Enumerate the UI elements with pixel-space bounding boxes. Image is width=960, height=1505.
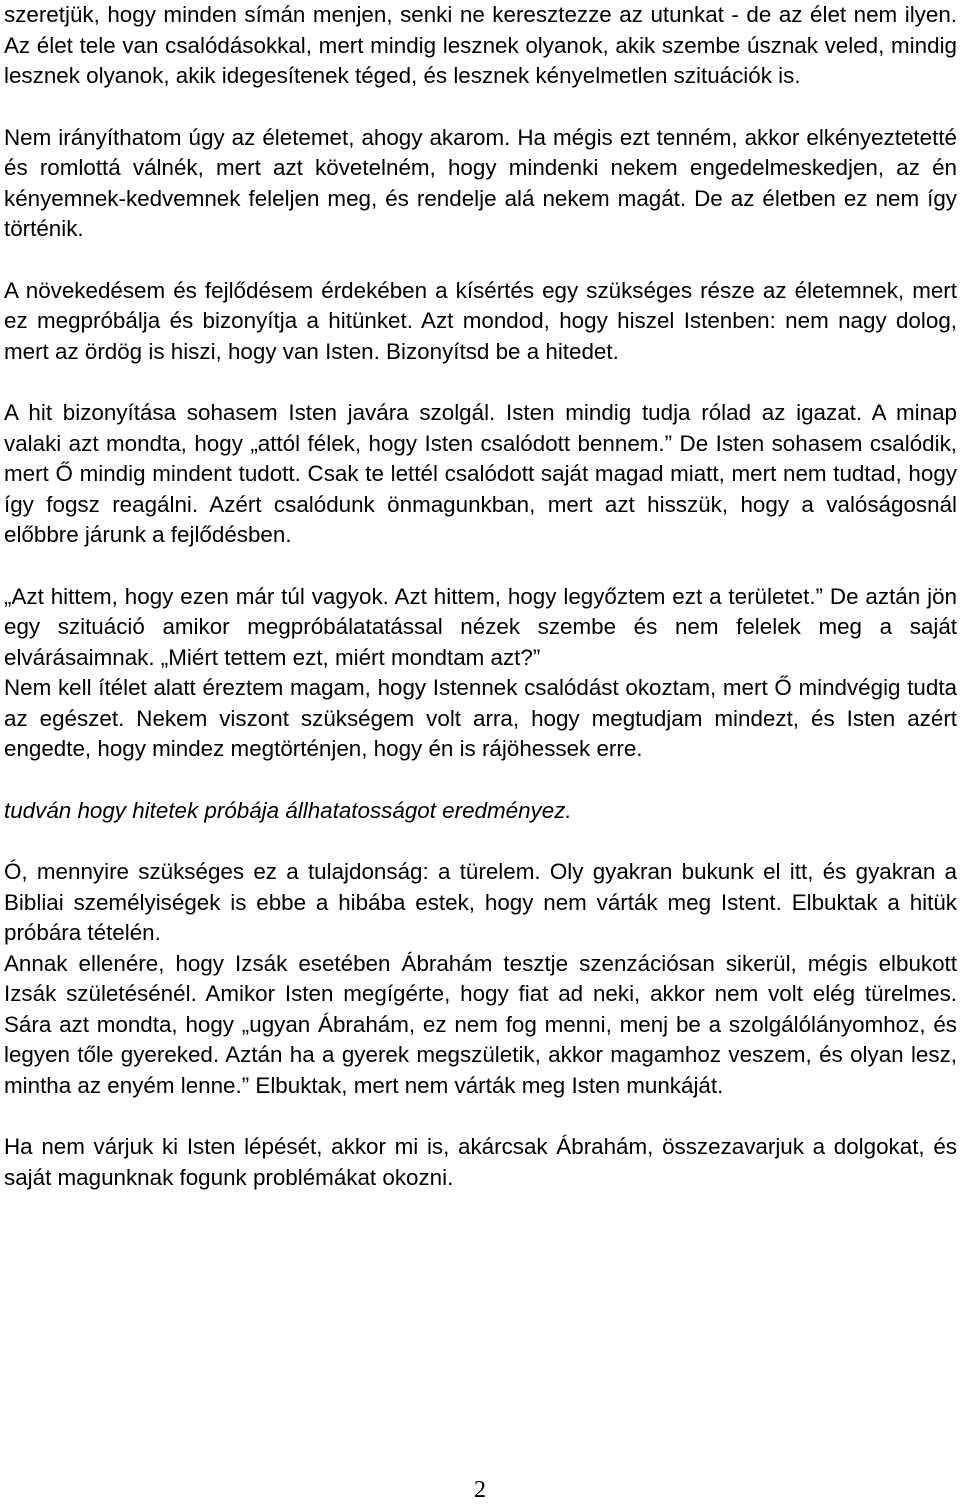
paragraph-6: Nem kell ítélet alatt éreztem magam, hogy Istennek csalódást okoztam, mert Ő mindvégig tudta az egészet. Nekem viszont szükségem volt arra, hogy megtudjam mindezt, és Isten azért engedte, hogy mindez megtörténjen, hogy én is rájöhessek erre. — [4, 675, 957, 761]
paragraph-5: „Azt hittem, hogy ezen már túl vagyok. Azt hittem, hogy legyőztem ezt a területet.” De aztán jön egy szituáció amikor megpróbálatatással nézek szembe és nem felelek meg a saját elvárásaimnak. „Miért tettem ezt, miért mondtam azt?” — [4, 583, 957, 670]
paragraph-8: Annak ellenére, hogy Izsák esetében Ábrahám tesztje szenzációsan sikerül, mégis elbukott Izsák születésénél. Amikor Isten megígérte, hogy fiat ad neki, akkor nem volt elég türelmes. Sára azt mondta, hogy „ugyan Ábrahám, ez nem fog menni, menj be a szolgálólányomhoz, és legyen tőle gyereked. Aztán ha a gyerek megszületik, akkor magamhoz veszem, és olyan lesz, mintha az enyém lenne.” Elbuktak, mert nem várták meg Isten munkáját. — [4, 950, 957, 1098]
quote-line: tudván hogy hitetek próbája állhatatosságot eredményez. — [4, 797, 572, 823]
paragraph-3: A növekedésem és fejlődésem érdekében a kísértés egy szükséges része az életemnek, mert ez megpróbálja és bizonyítja a hitünket. Azt mondod, hogy hiszel Istenben: nem nagy dolog, mert az ördög is hiszi, hogy van Isten. Bizonyítsd be a hitedet. — [4, 277, 957, 364]
paragraph-9: Ha nem várjuk ki Isten lépését, akkor mi is, akárcsak Ábrahám, összezavarjuk a dolgokat, és saját magunknak fogunk problémákat okozni. — [4, 1134, 957, 1190]
paragraph-4: A hit bizonyítása sohasem Isten javára szolgál. Isten mindig tudja rólad az igazat. A minap valaki azt mondta, hogy „attól félek, hogy Isten csalódott bennem.” De Isten sohasem csalódik, mert Ő mindig mindent tudott. Csak te lettél csalódott saját magad miatt, mert nem tudtad, hogy így fogsz reagálni. Azért csalódunk önmagunkban, mert azt hisszük, hogy a valóságosnál előbbre járunk a fejlődésben. — [4, 400, 957, 547]
paragraph-7: Ó, mennyire szükséges ez a tulajdonság: a türelem. Oly gyakran bukunk el itt, és gyakran a Bibliai személyiségek is ebbe a hibába estek, hogy nem várták meg Istent. Elbuktak a hitük próbára tételén. — [4, 859, 957, 945]
document-page — [4, 0, 957, 1193]
page-number: 2 — [474, 1477, 486, 1503]
paragraph-1: szeretjük, hogy minden símán menjen, senki ne keresztezze az utunkat - de az élet nem ilyen. Az élet tele van csalódásokkal, mert mindig lesznek olyanok, akik szembe úsznak veled, mindig lesznek olyanok, akik idegesítenek téged, és lesznek kényelmetlen szituációk is. — [4, 2, 957, 88]
paragraph-2: Nem irányíthatom úgy az életemet, ahogy akarom. Ha mégis ezt tenném, akkor elkényeztetetté és romlottá válnék, mert azt követelném, hogy mindenki nekem engedelmeskedjen, az én kényemnek-kedvemnek feleljen meg, és rendelje alá nekem magát. De az életben ez nem így történik. — [4, 124, 957, 241]
